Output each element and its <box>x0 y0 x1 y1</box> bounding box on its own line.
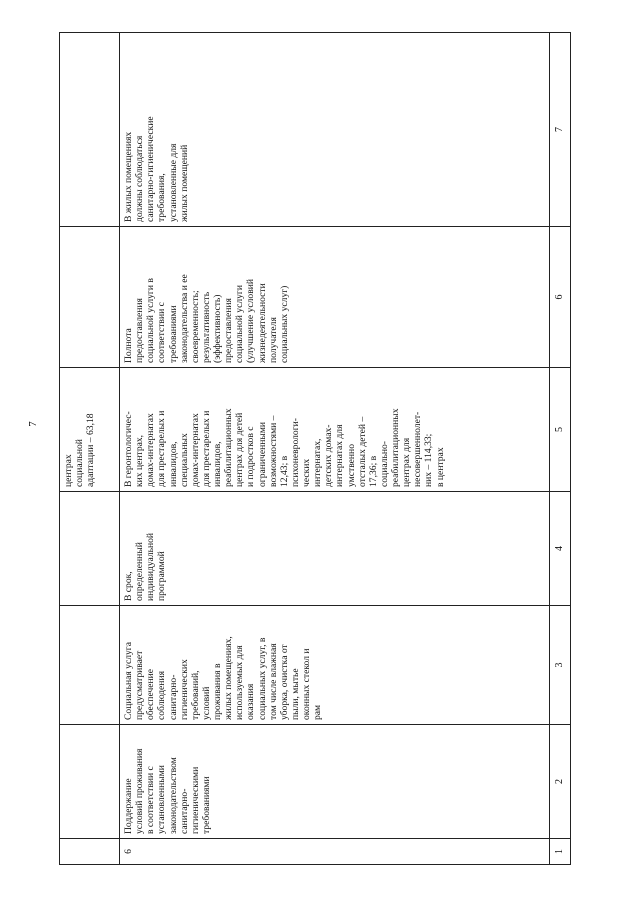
table-row-6 <box>120 33 550 865</box>
cell-number: 6 <box>120 839 550 865</box>
column-header-3: 3 <box>550 606 571 725</box>
cell-quality-indicators <box>60 227 120 368</box>
cell-service-term <box>60 492 120 606</box>
column-header-1: 1 <box>550 839 571 865</box>
cell-number <box>60 839 120 865</box>
page-number: 7 <box>26 421 39 427</box>
column-header-5: 5 <box>550 368 571 492</box>
cell-service-description: Социальная услуга предусматривает обеспечение соблюдения санитарно- гигиенических требований, условий проживания в жилых помещениях, используемых для оказания социальных услуг, в том числе влажная уборка, очистка от пыли, мытье оконных стекол и рам <box>120 606 550 725</box>
cell-conditions <box>60 33 120 227</box>
rotated-table-container <box>59 33 575 865</box>
services-table <box>59 32 571 865</box>
cell-service-name: Поддержание условий проживания в соответствии с установленными законодательством санитарно- гигиеническими требованиями <box>120 725 550 839</box>
column-header-7: 7 <box>550 33 571 227</box>
cell-service-description <box>60 606 120 725</box>
column-header-2: 2 <box>550 725 571 839</box>
column-header-6: 6 <box>550 227 571 368</box>
table-header-row <box>550 33 571 865</box>
cell-conditions: В жилых помещениях должны соблюдаться санитарно-гигиенические требования, установленные для жилых помещений <box>120 33 550 227</box>
cell-tariff: центрах социальной адаптации – 63,18 <box>60 368 120 492</box>
table-row-continuation <box>60 33 120 865</box>
cell-quality-indicators: Полнота предоставления социальной услуги в соответствии с требованиями законодательства и ее своевременность; результативность (эффективность) предоставления социальной услуги (улучшение условий жизнедеятельности получателя социальных услуг) <box>120 227 550 368</box>
cell-tariff: В геронтологичес- ких центрах, домах-интернатах для престарелых и инвалидов, специальных домах-интернатах для престарелых и инвалидов, реабилитационных центрах для детей и подростков с ограниченными возможностями – 12,43; в психоневрологи- ческих интернатах, детских домах- интернатах для умственно отсталых детей – 17,36; в социально- реабилитационных центрах для несовершеннолет- них – 114,33; в центрах <box>120 368 550 492</box>
cell-service-name <box>60 725 120 839</box>
cell-service-term: В срок, определенный индивидуальной программой <box>120 492 550 606</box>
column-header-4: 4 <box>550 492 571 606</box>
